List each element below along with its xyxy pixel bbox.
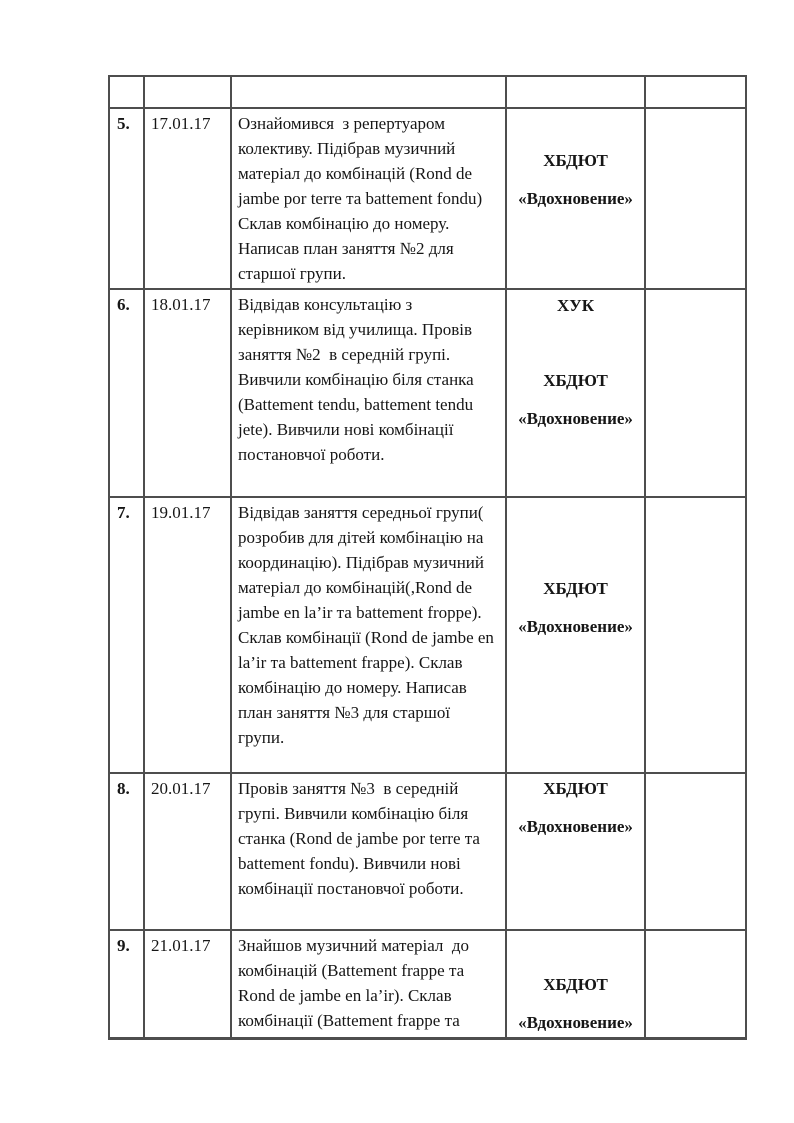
- table-row-header-continuation: [109, 76, 746, 108]
- table-row-entry-6: [109, 289, 746, 497]
- notes-cell: [645, 108, 746, 289]
- date-cell: 19.01.17: [144, 497, 231, 773]
- row-number-cell: 9.: [109, 930, 144, 1039]
- description-cell: [231, 76, 506, 108]
- description-cell: Відвідав консультацію з керівником від училища. Провів заняття №2 в середній групі. Вивчили комбінацію біля станка (Battement tendu, battement tendu jete). Вивчили нові комбінації постановчої роботи.: [231, 289, 506, 497]
- description-cell: Знайшов музичний матеріал до комбінацій (Battement frappe та Rond de jambe en la’ir). Склав комбінації (Battement frappe та: [231, 930, 506, 1039]
- row-number-cell: 8.: [109, 773, 144, 930]
- place-cell: [506, 930, 645, 1039]
- date-cell: 20.01.17: [144, 773, 231, 930]
- place-cell: [506, 289, 645, 497]
- place-org-name: «Вдохновение»: [518, 817, 633, 836]
- place-org-abbreviation: ХБДЮТ: [543, 779, 608, 798]
- place-cell: [506, 773, 645, 930]
- notes-cell: [645, 289, 746, 497]
- notes-cell: [645, 930, 746, 1039]
- place-cell: [506, 108, 645, 289]
- description-cell: Провів заняття №3 в середній групі. Вивчили комбінацію біля станка (Rond de jambe por terre та battement fondu). Вивчили нові комбінації постановчої роботи.: [231, 773, 506, 930]
- place-org-name: «Вдохновение»: [518, 189, 633, 208]
- row-number-cell: 7.: [109, 497, 144, 773]
- row-number-cell: 6.: [109, 289, 144, 497]
- place-org-abbreviation: ХБДЮТ: [543, 151, 608, 170]
- table-row-entry-5: [109, 108, 746, 289]
- row-number-cell: [109, 76, 144, 108]
- place-extra-label: ХУК: [556, 296, 595, 315]
- table-row-entry-8: [109, 773, 746, 930]
- date-cell: 21.01.17: [144, 930, 231, 1039]
- place-org-name: «Вдохновение»: [518, 1013, 633, 1032]
- place-org-abbreviation: ХБДЮТ: [543, 975, 608, 994]
- place-org-name: «Вдохновение»: [518, 409, 633, 428]
- table-row-entry-7: [109, 497, 746, 773]
- description-cell: Ознайомився з репертуаром колективу. Підібрав музичний матеріал до комбінацій (Rond de jambe por terre та battement fondu) Склав комбінацію до номеру. Написав план заняття №2 для старшої групи.: [231, 108, 506, 289]
- notes-cell: [645, 773, 746, 930]
- description-cell: Відвідав заняття середньої групи( розробив для дітей комбінацію на координацію). Підібрав музичний матеріал до комбінацій(,Rond de jambe en la’ir та battement froppe). Склав комбінації (Rond de jambe en la’ir та battement frappe). Склав комбінацію до номеру. Написав план заняття №3 для старшої групи.: [231, 497, 506, 773]
- place-org-abbreviation: ХБДЮТ: [543, 579, 608, 598]
- row-number-cell: 5.: [109, 108, 144, 289]
- date-cell: 17.01.17: [144, 108, 231, 289]
- table-row-entry-9: [109, 930, 746, 1039]
- place-cell: [506, 497, 645, 773]
- place-cell: [506, 76, 645, 108]
- date-cell: 18.01.17: [144, 289, 231, 497]
- date-cell: [144, 76, 231, 108]
- notes-cell: [645, 76, 746, 108]
- notes-cell: [645, 497, 746, 773]
- place-org-abbreviation: ХБДЮТ: [543, 371, 608, 390]
- practice-journal-table: [108, 75, 747, 1040]
- place-org-name: «Вдохновение»: [518, 617, 633, 636]
